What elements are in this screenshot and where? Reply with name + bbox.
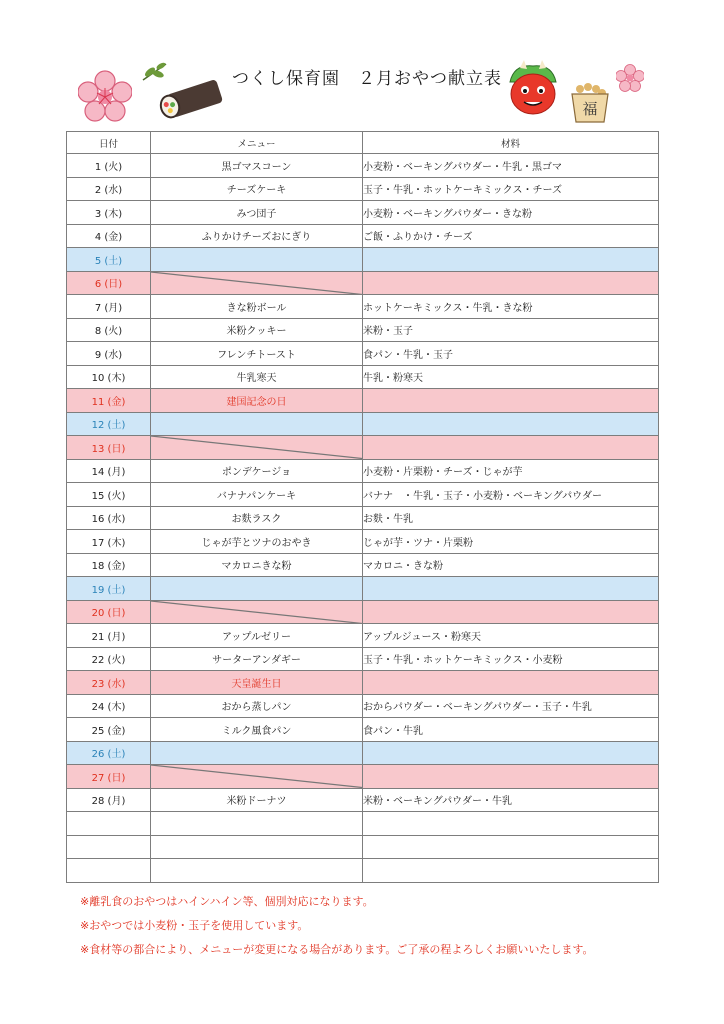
table-row (67, 859, 659, 883)
row-date: 12 (土) (67, 412, 151, 436)
row-date: 27 (日) (67, 765, 151, 789)
row-date: 10 (木) (67, 365, 151, 389)
ehomaki-roll-icon (155, 78, 225, 122)
row-ingredients (363, 671, 659, 695)
row-date: 23 (水) (67, 671, 151, 695)
row-date: 5 (土) (67, 248, 151, 272)
row-menu: サーターアンダギー (151, 647, 363, 671)
row-date (67, 859, 151, 883)
table-row (67, 624, 659, 648)
row-menu: 米粉ドーナツ (151, 788, 363, 812)
row-ingredients: 食パン・牛乳 (363, 718, 659, 742)
row-date: 17 (木) (67, 530, 151, 554)
row-ingredients (363, 859, 659, 883)
row-ingredients: 牛乳・粉寒天 (363, 365, 659, 389)
row-ingredients: 小麦粉・ベーキングパウダー・牛乳・黒ゴマ (363, 154, 659, 178)
row-ingredients: バナナ ・牛乳・玉子・小麦粉・ベーキングパウダー (363, 483, 659, 507)
table-row (67, 788, 659, 812)
row-menu (151, 271, 363, 295)
row-menu (151, 741, 363, 765)
row-date: 2 (水) (67, 177, 151, 201)
table-row (67, 741, 659, 765)
row-menu: みつ団子 (151, 201, 363, 225)
red-oni-icon (504, 58, 562, 118)
no-snack-slash (151, 601, 362, 624)
table-row (67, 483, 659, 507)
row-ingredients (363, 436, 659, 460)
row-ingredients (363, 577, 659, 601)
row-date: 25 (金) (67, 718, 151, 742)
row-ingredients: 米粉・玉子 (363, 318, 659, 342)
row-ingredients: マカロニ・きな粉 (363, 553, 659, 577)
row-menu: 建国記念の日 (151, 389, 363, 413)
row-date: 3 (木) (67, 201, 151, 225)
row-ingredients: 玉子・牛乳・ホットケーキミックス・チーズ (363, 177, 659, 201)
table-row (67, 694, 659, 718)
table-row (67, 412, 659, 436)
row-date: 15 (火) (67, 483, 151, 507)
no-snack-slash (151, 765, 362, 788)
header-date: 日付 (67, 132, 151, 154)
row-date: 4 (金) (67, 224, 151, 248)
row-date: 18 (金) (67, 553, 151, 577)
row-ingredients: おからパウダー・ベーキングパウダー・玉子・牛乳 (363, 694, 659, 718)
row-menu: マカロニきな粉 (151, 553, 363, 577)
table-row (67, 224, 659, 248)
row-ingredients (363, 271, 659, 295)
table-row (67, 154, 659, 178)
row-ingredients (363, 248, 659, 272)
table-row (67, 577, 659, 601)
row-date (67, 835, 151, 859)
row-menu (151, 436, 363, 460)
no-snack-slash (151, 272, 362, 295)
row-menu: じゃが芋とツナのおやき (151, 530, 363, 554)
table-row (67, 671, 659, 695)
row-ingredients: 小麦粉・片栗粉・チーズ・じゃが芋 (363, 459, 659, 483)
table-body (67, 154, 659, 883)
row-date: 28 (月) (67, 788, 151, 812)
table-row (67, 271, 659, 295)
row-date: 22 (火) (67, 647, 151, 671)
row-ingredients: 米粉・ベーキングパウダー・牛乳 (363, 788, 659, 812)
row-menu (151, 248, 363, 272)
table-row (67, 389, 659, 413)
plum-blossom-icon (616, 64, 644, 92)
row-ingredients: アップルジュース・粉寒天 (363, 624, 659, 648)
note-line: ※離乳食のおやつはハインハイン等、個別対応になります。 (80, 895, 374, 908)
header-menu: メニュー (151, 132, 363, 154)
row-menu: フレンチトースト (151, 342, 363, 366)
row-date: 19 (土) (67, 577, 151, 601)
row-ingredients: 小麦粉・ベーキングパウダー・きな粉 (363, 201, 659, 225)
row-menu: おから蒸しパン (151, 694, 363, 718)
row-menu: 米粉クッキー (151, 318, 363, 342)
row-ingredients: 食パン・牛乳・玉子 (363, 342, 659, 366)
row-date: 13 (日) (67, 436, 151, 460)
note-line: ※おやつでは小麦粉・玉子を使用しています。 (80, 919, 309, 932)
table-row (67, 318, 659, 342)
row-menu (151, 412, 363, 436)
row-date: 26 (土) (67, 741, 151, 765)
row-menu (151, 859, 363, 883)
row-ingredients: お麩・牛乳 (363, 506, 659, 530)
table-row (67, 459, 659, 483)
table-row (67, 765, 659, 789)
row-ingredients: 玉子・牛乳・ホットケーキミックス・小麦粉 (363, 647, 659, 671)
row-menu (151, 812, 363, 836)
row-date: 9 (水) (67, 342, 151, 366)
row-date: 7 (月) (67, 295, 151, 319)
row-date: 24 (木) (67, 694, 151, 718)
table-row (67, 600, 659, 624)
row-menu (151, 765, 363, 789)
row-date (67, 812, 151, 836)
table-header-row (67, 132, 659, 154)
row-date: 1 (火) (67, 154, 151, 178)
row-ingredients: ご飯・ふりかけ・チーズ (363, 224, 659, 248)
note-line: ※食材等の都合により、メニューが変更になる場合があります。ご了承の程よろしくお願いいたします。 (80, 943, 594, 956)
row-date: 6 (日) (67, 271, 151, 295)
row-date: 14 (月) (67, 459, 151, 483)
no-snack-slash (151, 436, 362, 459)
row-date: 16 (水) (67, 506, 151, 530)
row-menu: ミルク風食パン (151, 718, 363, 742)
row-menu: ふりかけチーズおにぎり (151, 224, 363, 248)
snack-menu-table (66, 131, 659, 883)
row-menu (151, 835, 363, 859)
row-menu: アップルゼリー (151, 624, 363, 648)
notes (80, 890, 700, 962)
row-menu (151, 577, 363, 601)
row-date: 20 (日) (67, 600, 151, 624)
row-menu: ポンデケージョ (151, 459, 363, 483)
table-row (67, 553, 659, 577)
table-row (67, 342, 659, 366)
page-title: つくし保育園 ２月おやつ献立表 (232, 69, 502, 89)
table-row (67, 506, 659, 530)
row-menu: きな粉ボール (151, 295, 363, 319)
row-date: 11 (金) (67, 389, 151, 413)
row-ingredients (363, 765, 659, 789)
row-date: 8 (火) (67, 318, 151, 342)
row-ingredients (363, 412, 659, 436)
page-header (0, 0, 724, 130)
row-menu: 牛乳寒天 (151, 365, 363, 389)
table-row (67, 248, 659, 272)
row-ingredients: じゃが芋・ツナ・片栗粉 (363, 530, 659, 554)
table-row (67, 201, 659, 225)
row-menu (151, 600, 363, 624)
row-date: 21 (月) (67, 624, 151, 648)
plum-blossom-icon (78, 70, 132, 122)
table-row (67, 365, 659, 389)
row-menu: チーズケーキ (151, 177, 363, 201)
row-ingredients (363, 600, 659, 624)
row-ingredients (363, 389, 659, 413)
fuku-label: 福 (582, 100, 598, 118)
table-row (67, 647, 659, 671)
row-menu: バナナパンケーキ (151, 483, 363, 507)
row-ingredients (363, 812, 659, 836)
row-ingredients (363, 835, 659, 859)
table-row (67, 295, 659, 319)
table-row (67, 177, 659, 201)
row-menu: 黒ゴマスコーン (151, 154, 363, 178)
row-ingredients: ホットケーキミックス・牛乳・きな粉 (363, 295, 659, 319)
table-row (67, 718, 659, 742)
header-ingredients: 材料 (363, 132, 659, 154)
table-row (67, 436, 659, 460)
row-menu: お麩ラスク (151, 506, 363, 530)
fuku-bean-box-icon (568, 80, 612, 124)
table-row (67, 812, 659, 836)
row-ingredients (363, 741, 659, 765)
table-row (67, 530, 659, 554)
table-row (67, 835, 659, 859)
row-menu: 天皇誕生日 (151, 671, 363, 695)
